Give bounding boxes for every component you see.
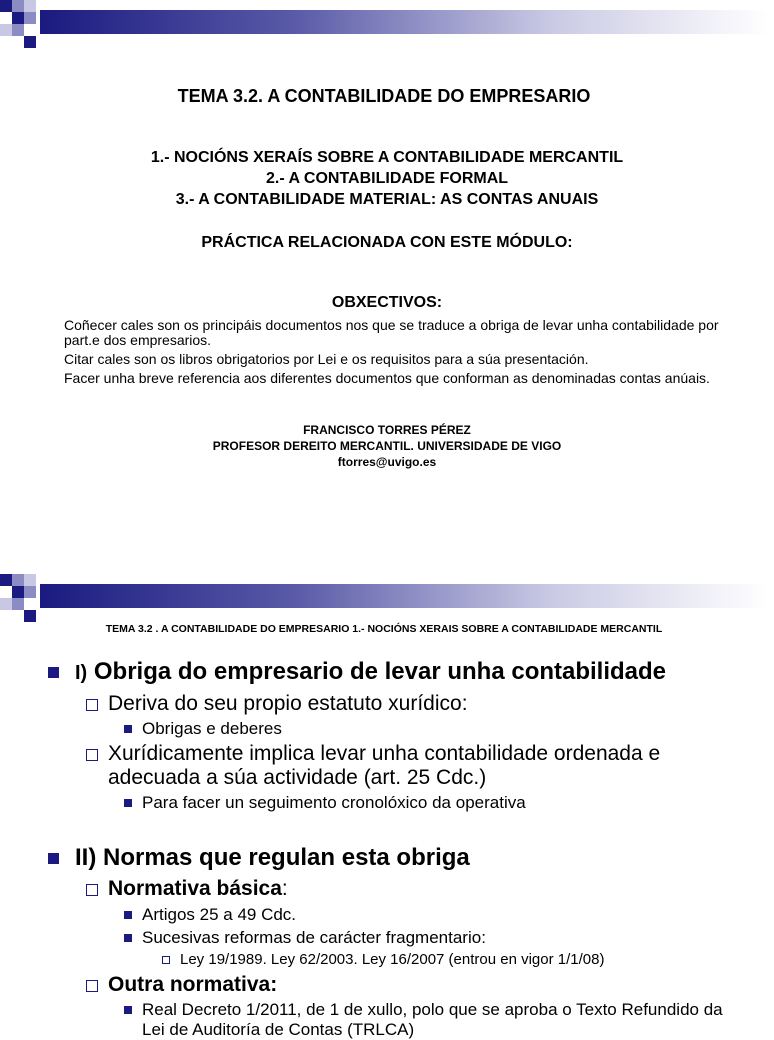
section-title: Obriga do empresario de levar unha contabilidade	[87, 658, 667, 685]
decor-square	[24, 574, 36, 586]
list-item	[124, 1000, 742, 1040]
decor-square	[12, 574, 24, 586]
decor-square	[12, 24, 24, 36]
author-email: ftorres@uvigo.es	[337, 455, 437, 469]
list-item-text: Sucesivas reformas de carácter fragmentario:	[142, 928, 486, 947]
square-bullet-icon	[124, 934, 132, 942]
list-item-text: Artigos 25 a 49 Cdc.	[142, 905, 297, 924]
square-bullet-icon	[124, 911, 132, 919]
section-item	[48, 844, 470, 872]
slide-header-decoration	[0, 0, 768, 46]
subsection-colon: :	[281, 877, 288, 900]
slide-subtitle: TEMA 3.2 . A CONTABILIDADE DO EMPRESARIO 1.- NOCIÓNS XERAIS SOBRE A CONTABILIDADE MERCANTIL	[105, 623, 663, 635]
list-item-text: Real Decreto 1/2011, de 1 de xullo, polo que se aproba o Texto Refundido da Lei de Auditoría de Contas (TRLCA)	[142, 1000, 723, 1039]
objective-item: Coñecer cales son os principáis documentos nos que se traduce a obriga de levar unha contabilidade por part.e dos empresarios.	[64, 317, 719, 348]
subsection-item	[86, 973, 728, 997]
subsection-text: Normativa básica	[108, 877, 282, 900]
topic-item: 3.- A CONTABILIDADE MATERIAL: AS CONTAS ANUAIS	[175, 191, 599, 208]
slide-2	[0, 574, 768, 1039]
gradient-bar	[40, 10, 768, 34]
list-subitem	[162, 951, 604, 969]
decor-square	[12, 598, 24, 610]
decor-square	[24, 12, 36, 24]
decor-square	[24, 610, 36, 622]
decor-square	[0, 598, 12, 610]
square-bullet-icon	[48, 853, 59, 864]
subsection-text: Outra normativa:	[108, 973, 278, 996]
decor-square	[12, 586, 24, 598]
list-item	[124, 905, 742, 925]
hollow-square-bullet-icon	[86, 884, 98, 896]
hollow-square-bullet-icon	[86, 749, 98, 761]
topic-item: 1.- NOCIÓNS XERAÍS SOBRE A CONTABILIDADE MERCANTIL	[150, 149, 624, 166]
list-subitem-text: Ley 19/1989. Ley 62/2003. Ley 16/2007 (entrou en vigor 1/1/08)	[180, 951, 605, 968]
subsection-item	[86, 692, 728, 716]
decor-square	[0, 24, 12, 36]
decor-square	[24, 586, 36, 598]
list-item	[124, 793, 742, 813]
topic-list	[0, 147, 774, 210]
hollow-square-bullet-icon	[162, 956, 170, 964]
decor-square	[12, 12, 24, 24]
hollow-square-bullet-icon	[86, 980, 98, 992]
decor-square	[12, 0, 24, 12]
square-bullet-icon	[48, 667, 59, 678]
subsection-text: Xurídicamente implica levar unha contabilidade ordenada e adecuada a súa actividade (art. 25 Cdc.)	[108, 742, 661, 789]
slide-title: TEMA 3.2. A CONTABILIDADE DO EMPRESARIO	[177, 86, 591, 106]
slide-header-decoration	[0, 574, 768, 620]
square-bullet-icon	[124, 725, 132, 733]
decor-square	[0, 574, 12, 586]
square-bullet-icon	[124, 799, 132, 807]
decor-square	[24, 36, 36, 48]
decor-square	[0, 0, 12, 12]
gradient-bar	[40, 584, 768, 608]
objectives-heading: OBXECTIVOS:	[331, 294, 443, 311]
subsection-item	[86, 877, 728, 901]
author-role: PROFESOR DEREITO MERCANTIL. UNIVERSIDADE DE VIGO	[212, 439, 562, 453]
list-item	[124, 719, 742, 739]
author-name: FRANCISCO TORRES PÉREZ	[303, 423, 471, 437]
practice-heading: PRÁCTICA RELACIONADA CON ESTE MÓDULO:	[201, 234, 573, 251]
topic-item: 2.- A CONTABILIDADE FORMAL	[265, 170, 509, 187]
list-item	[124, 928, 742, 948]
hollow-square-bullet-icon	[86, 699, 98, 711]
subsection-text: Deriva do seu propio estatuto xurídico:	[108, 692, 468, 715]
subsection-item	[86, 742, 728, 790]
square-bullet-icon	[124, 1006, 132, 1014]
section-title: II) Normas que regulan esta obriga	[75, 844, 470, 871]
section-number: I)	[75, 662, 88, 684]
objectives-list	[64, 318, 724, 390]
author-block	[0, 422, 774, 470]
objective-item: Citar cales son os libros obrigatorios por Lei e os requisitos para a súa presentación.	[64, 351, 589, 367]
decor-square	[24, 0, 36, 12]
section-item	[48, 658, 666, 687]
objective-item: Facer unha breve referencia aos diferentes documentos que conforman as denominadas contas anúais.	[64, 370, 710, 386]
list-item-text: Obrigas e deberes	[142, 719, 282, 738]
list-item-text: Para facer un seguimento cronolóxico da operativa	[142, 793, 526, 812]
